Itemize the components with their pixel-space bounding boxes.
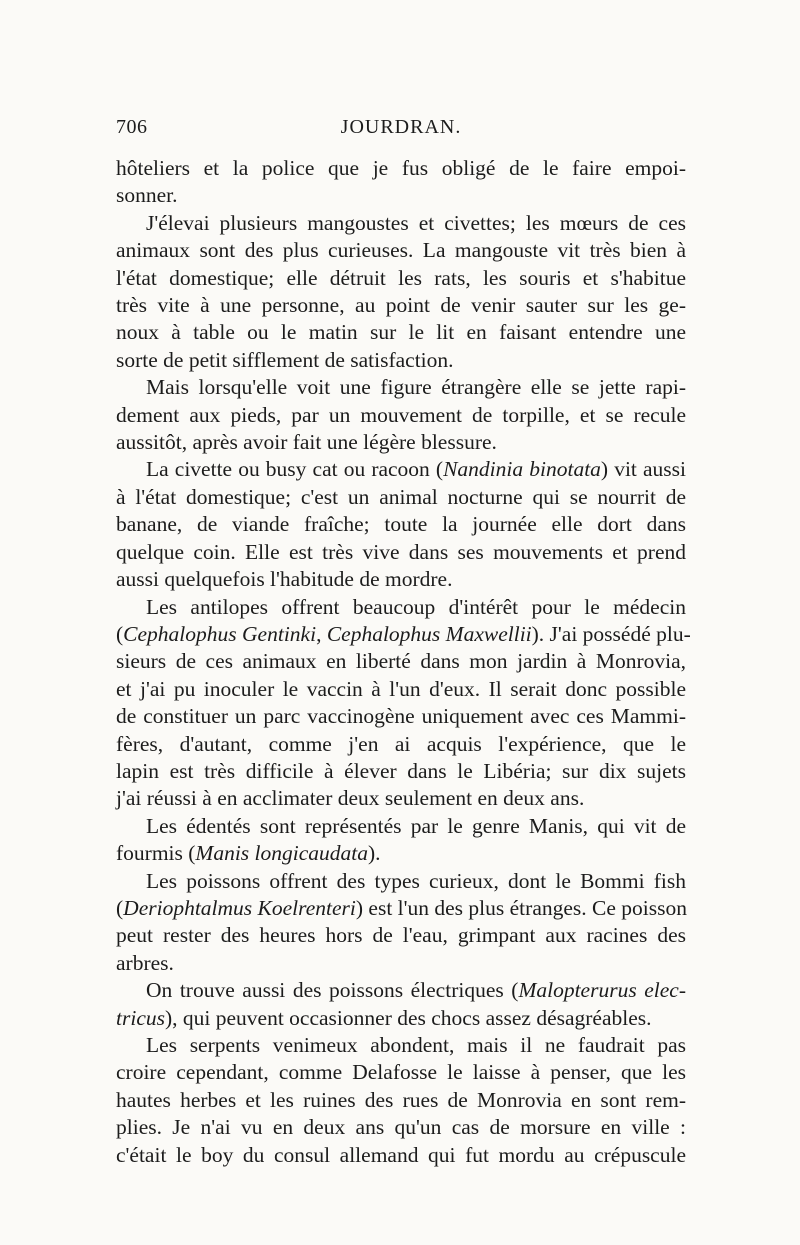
text-line xyxy=(116,922,686,949)
text-line xyxy=(116,1059,686,1086)
text-run: , xyxy=(316,621,327,646)
text-run: ( xyxy=(116,895,124,920)
paragraph xyxy=(116,977,686,1032)
running-title: JOURDRAN. xyxy=(340,116,462,138)
text-run: Les édentés sont représentés par le genre Manis, qui vit de xyxy=(146,813,686,838)
text-run: banane, de viande fraîche; toute la journée elle dort dans xyxy=(116,512,686,537)
italic-term: Nandinia binotata xyxy=(443,457,601,482)
text-line xyxy=(116,237,686,264)
text-line xyxy=(116,785,686,812)
text-line xyxy=(116,319,686,346)
text-run: Les serpents venimeux abondent, mais il ne faudrait pas xyxy=(146,1033,686,1057)
paragraph xyxy=(116,374,686,456)
text-line xyxy=(116,292,686,319)
text-line xyxy=(116,566,686,593)
text-run: hautes herbes et les ruines des rues de Monrovia en sont rem- xyxy=(116,1087,686,1112)
text-line xyxy=(116,813,686,840)
text-line xyxy=(116,1142,686,1169)
text-line xyxy=(116,594,686,621)
text-line xyxy=(116,840,686,867)
text-line xyxy=(116,758,686,785)
text-line xyxy=(116,155,686,182)
text-run: lapin est très difficile à élever dans le Libéria; sur dix sujets xyxy=(116,758,686,783)
text-run: fères, d'autant, comme j'en ai acquis l'expérience, que le xyxy=(116,731,686,756)
text-line xyxy=(116,484,686,511)
text-run: et j'ai pu inoculer le vaccin à l'un d'eux. Il serait donc possible xyxy=(116,676,686,701)
text-run: fourmis ( xyxy=(116,841,196,866)
text-run: ( xyxy=(116,621,124,646)
text-run: c'était le boy du consul allemand qui fut mordu au crépuscule xyxy=(116,1142,686,1167)
paragraph xyxy=(116,155,686,210)
text-run: croire cependant, comme Delafosse le laisse à penser, que les xyxy=(116,1060,686,1085)
text-line xyxy=(116,539,686,566)
text-run: ), qui peuvent occasionner des chocs assez désagréables. xyxy=(164,1005,652,1030)
paragraph xyxy=(116,456,686,593)
text-run: j'ai réussi à en acclimater deux seulement en deux ans. xyxy=(116,786,585,811)
text-line xyxy=(116,374,686,401)
text-line xyxy=(116,347,686,374)
text-line xyxy=(116,511,686,538)
text-line xyxy=(116,868,686,895)
italic-term: Malopterurus elec- xyxy=(518,978,687,1003)
body-text xyxy=(116,155,691,1169)
text-run: On trouve aussi des poissons électriques ( xyxy=(146,978,519,1003)
text-line xyxy=(116,1087,686,1114)
text-run: La civette ou busy cat ou racoon ( xyxy=(146,457,444,482)
text-line xyxy=(116,621,691,648)
text-line xyxy=(116,977,686,1004)
text-line xyxy=(116,402,686,429)
text-line xyxy=(116,210,686,237)
text-run: dement aux pieds, par un mouvement de torpille, et se recule xyxy=(116,402,686,427)
text-run: Mais lorsqu'elle voit une figure étrangère elle se jette rapi- xyxy=(146,375,686,400)
text-run: ). xyxy=(368,841,381,866)
italic-term: tricus xyxy=(116,1005,165,1030)
text-line xyxy=(116,456,686,483)
text-run: de constituer un parc vaccinogène uniquement avec ces Mammi- xyxy=(116,704,686,729)
text-run: hôteliers et la police que je fus obligé de le faire empoi- xyxy=(116,156,686,180)
text-run: sorte de petit sifflement de satisfaction. xyxy=(116,347,454,372)
text-run: aussitôt, après avoir fait une légère blessure. xyxy=(116,430,497,455)
text-line xyxy=(116,1032,686,1059)
text-run: très vite à une personne, au point de venir sauter sur les ge- xyxy=(116,293,686,318)
text-run: Les antilopes offrent beaucoup d'intérêt pour le médecin xyxy=(146,594,686,619)
text-run: plies. Je n'ai vu en deux ans qu'un cas de morsure en ville : xyxy=(116,1115,686,1140)
text-run: noux à table ou le matin sur le lit en faisant entendre une xyxy=(116,320,686,345)
running-header xyxy=(116,116,686,144)
text-run: sonner. xyxy=(116,183,178,208)
text-line xyxy=(116,950,686,977)
italic-term: Deriophtalmus Koelrenteri xyxy=(123,895,356,920)
text-run: quelque coin. Elle est très vive dans ses mouvements et prend xyxy=(116,539,686,564)
italic-term: Manis longicaudata xyxy=(195,841,369,866)
text-line xyxy=(116,429,686,456)
text-line xyxy=(116,1114,686,1141)
paragraph xyxy=(116,1032,686,1169)
text-run: peut rester des heures hors de l'eau, grimpant aux racines des xyxy=(116,923,686,948)
text-run: animaux sont des plus curieuses. La mangouste vit très bien à xyxy=(116,238,686,263)
text-run: J'élevai plusieurs mangoustes et civettes; les mœurs de ces xyxy=(146,210,686,235)
paragraph xyxy=(116,813,686,868)
text-line xyxy=(116,1005,686,1032)
text-run: à l'état domestique; c'est un animal nocturne qui se nourrit de xyxy=(116,484,686,509)
text-line xyxy=(116,265,686,292)
text-run: arbres. xyxy=(116,950,174,975)
text-run: ) est l'un des plus étranges. Ce poisson xyxy=(355,895,687,920)
italic-term: Cephalophus Maxwellii xyxy=(326,621,532,646)
paragraph xyxy=(116,868,686,978)
page-number: 706 xyxy=(116,116,148,138)
text-run: ). J'ai possédé plu- xyxy=(531,621,691,646)
paragraph xyxy=(116,210,686,374)
paragraph xyxy=(116,594,691,813)
italic-term: Cephalophus Gentinki xyxy=(123,621,317,646)
text-run: Les poissons offrent des types curieux, dont le Bommi fish xyxy=(146,868,686,893)
text-run: aussi quelquefois l'habitude de mordre. xyxy=(116,567,453,592)
text-line xyxy=(116,182,686,209)
text-line xyxy=(116,648,686,675)
text-line xyxy=(116,703,686,730)
text-line xyxy=(116,895,686,922)
text-run: ) vit aussi xyxy=(600,457,687,482)
text-line xyxy=(116,676,686,703)
text-run: l'état domestique; elle détruit les rats, les souris et s'habitue xyxy=(116,265,686,290)
text-line xyxy=(116,731,686,758)
text-run: sieurs de ces animaux en liberté dans mon jardin à Monrovia, xyxy=(116,649,686,674)
